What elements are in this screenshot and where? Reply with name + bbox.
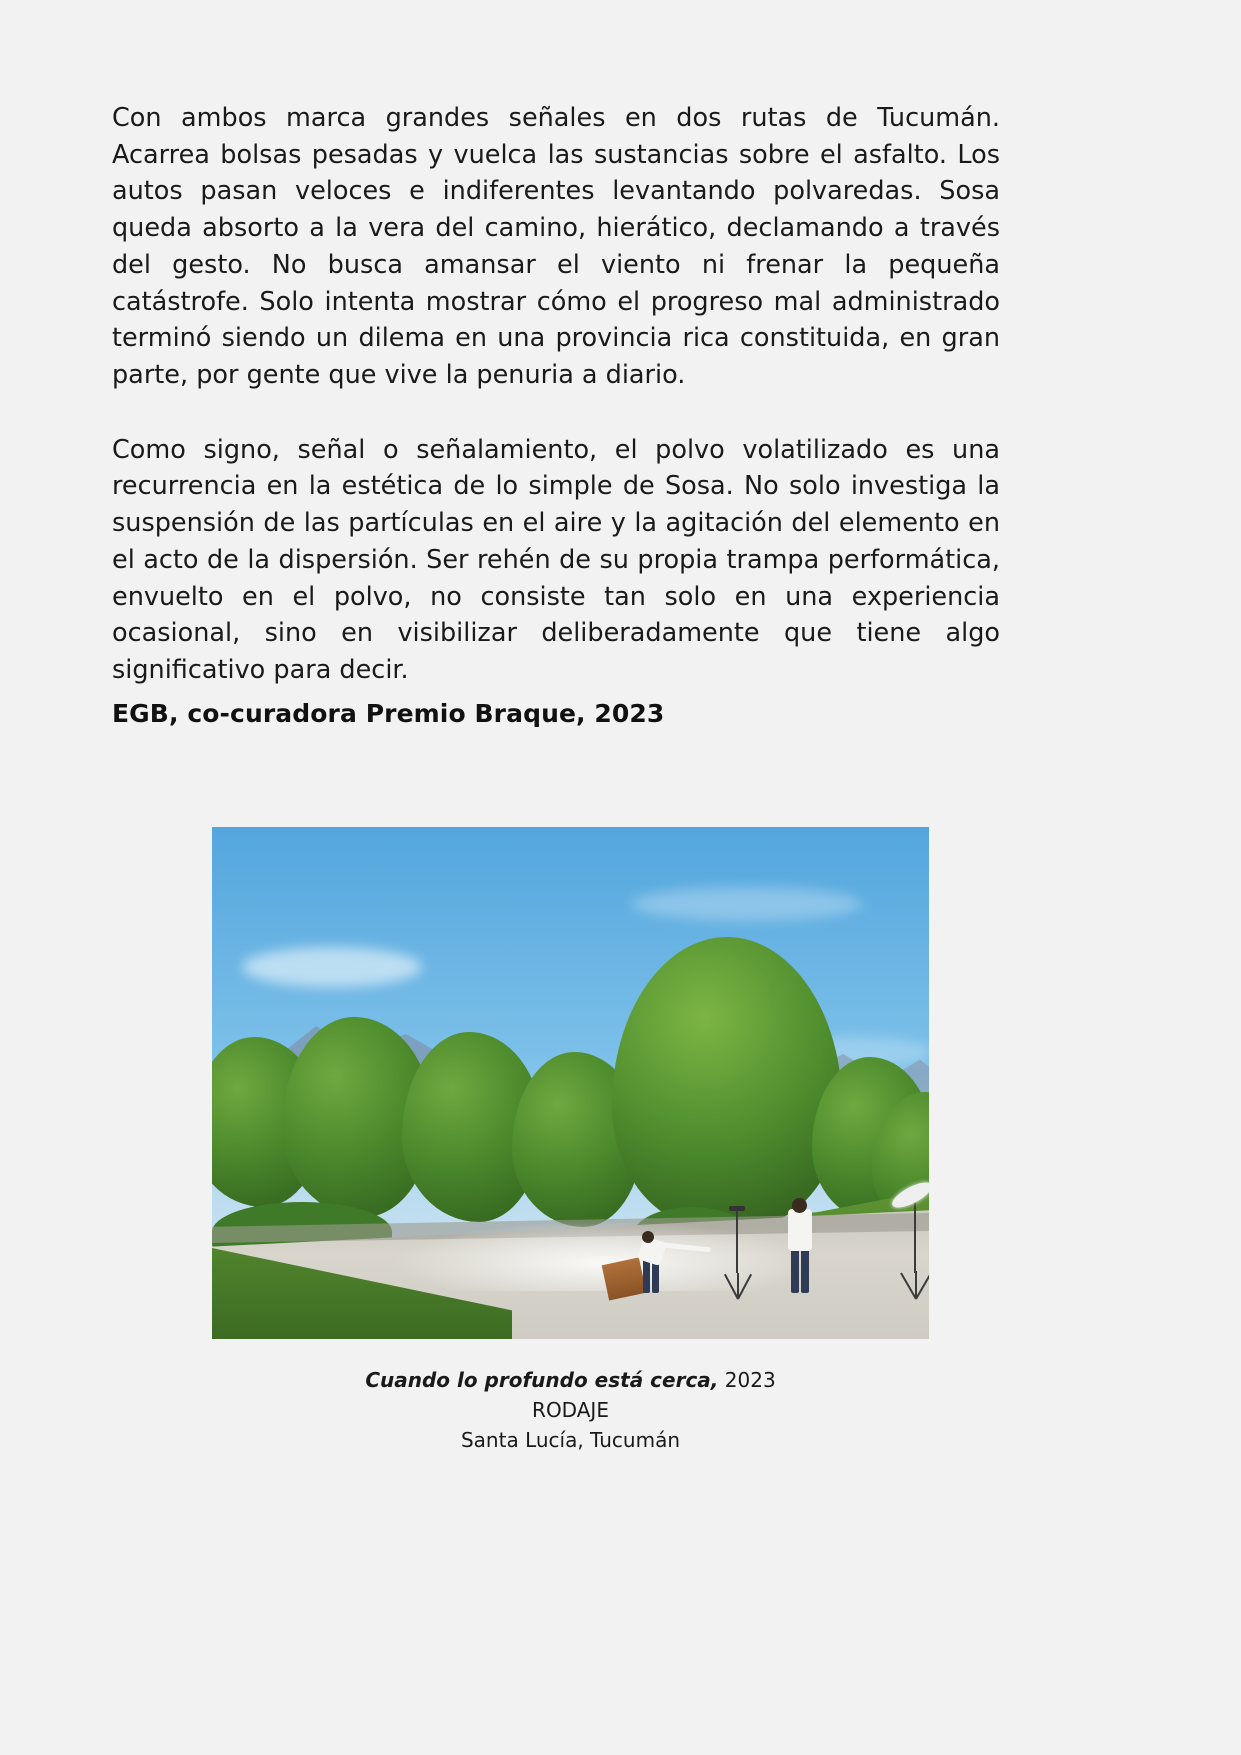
work-year: 2023 — [724, 1368, 776, 1392]
text-column — [112, 100, 1000, 728]
caption-line-1 — [212, 1365, 929, 1395]
cloud — [242, 947, 422, 987]
caption-line-3: Santa Lucía, Tucumán — [460, 1428, 680, 1452]
figure — [212, 827, 929, 1455]
figure-caption — [212, 1365, 929, 1455]
paragraph-1: Con ambos marca grandes señales en dos rutas de Tucumán. Acarrea bolsas pesadas y vuelca las sustancias sobre el asfalto. Los autos pasan veloces e indiferentes levantando polvaredas. Sosa queda absorto a la vera del camino, hierático, declamando a través del gesto. No busca amansar el viento ni frenar la pequeña catástrofe. Solo intenta mostrar cómo el progreso mal administrado terminó siendo un dilema en una provincia rica constituida, en gran parte, por gente que vive la penuria a diario. — [112, 103, 1000, 391]
microphone-stand — [707, 1207, 767, 1299]
curator-credit: EGB, co-curadora Premio Braque, 2023 — [112, 698, 665, 728]
caption-line-2: RODAJE — [532, 1398, 609, 1422]
crate-prop — [602, 1257, 647, 1300]
work-title: Cuando lo profundo está cerca, — [365, 1368, 719, 1392]
paragraph-2: Como signo, señal o señalamiento, el polvo volatilizado es una recurrencia en la estética de lo simple de Sosa. No solo investiga la suspensión de las partículas en el aire y la agitación del elemento en el acto de la dispersión. Ser rehén de su propia trampa performática, envuelto en el polvo, no consiste tan solo en una experiencia ocasional, sino en visibilizar deliberadamente que tiene algo significativo para decir. — [112, 434, 1000, 686]
photograph — [212, 827, 929, 1339]
cloud — [632, 887, 862, 921]
boom-stand — [884, 1199, 929, 1299]
